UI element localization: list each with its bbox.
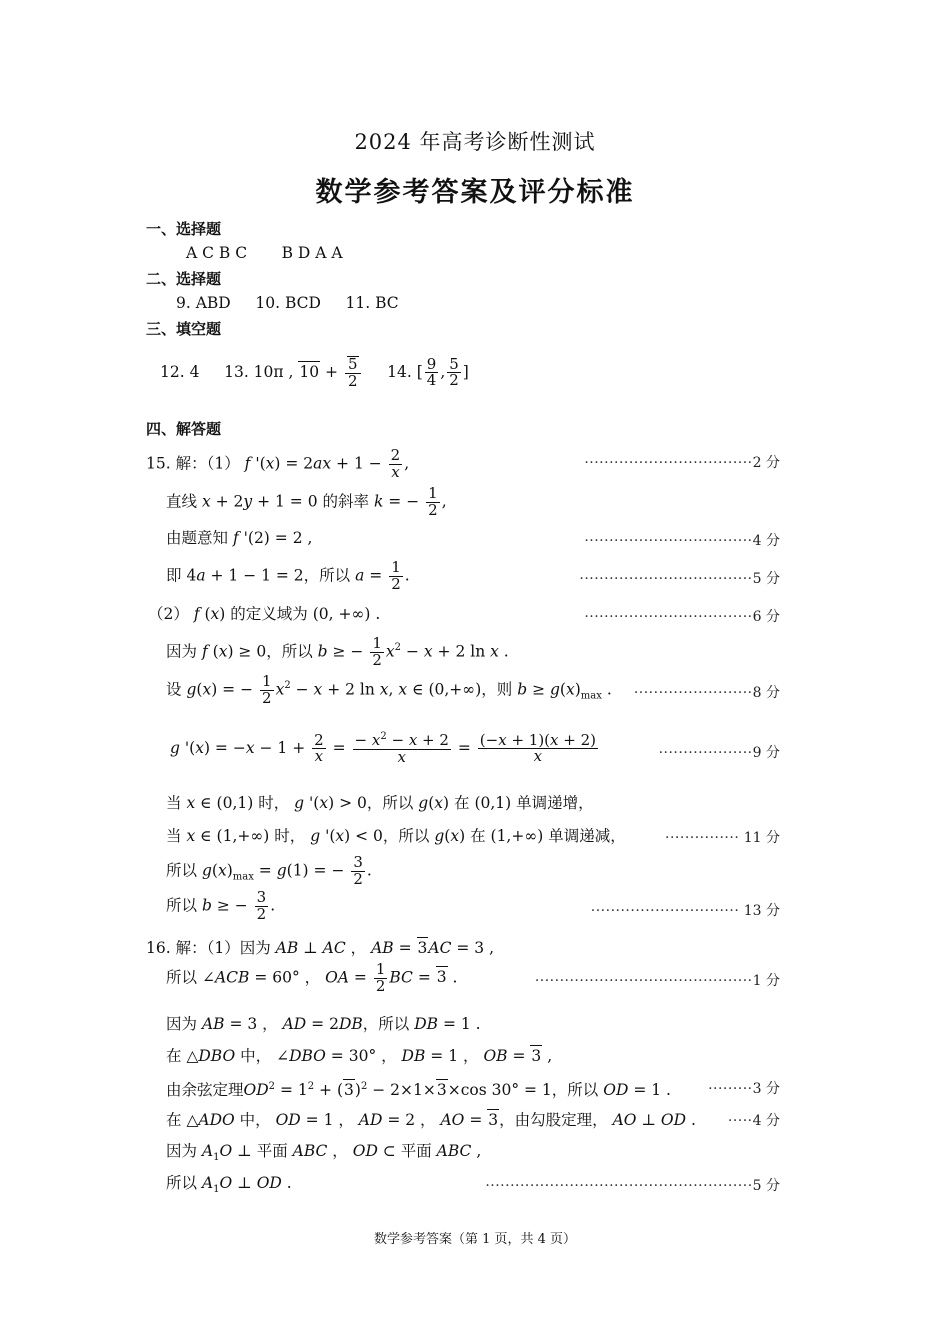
section-heading: 二、选择题 xyxy=(146,270,222,288)
q15-line: （2） f (x) 的定义域为 (0, +∞) . xyxy=(148,605,381,623)
q15-line: 当 x ∈ (0,1) 时， g '(x) > 0，所以 g(x) 在 (0,1) 单调递增， xyxy=(166,794,594,812)
q15-line: 所以 $g(x)_{max} = g(1)$ = − $\frac{3}{2}$ . xyxy=(166,853,372,888)
q15-line: 所以 b ≥ − $\frac{3}{2}$ . xyxy=(166,888,276,923)
q16-line: 所以 ∠ACB = 60° ， OA = $\frac{1}{2}$ BC = 3 . xyxy=(166,960,458,995)
score: ·····4 分 xyxy=(727,1113,780,1129)
score: ······························ 13 分 xyxy=(590,903,780,919)
score: ·········3 分 xyxy=(708,1081,780,1097)
q15-line: 当 x ∈ (1,+∞) 时， g '(x) < 0，所以 g(x) 在 (1,+∞) 单调递减， xyxy=(166,827,626,845)
q15-line: 因为 f (x) ≥ 0，所以 b ≥ − $\frac{1}{2}$ $x^2 - x + 2$ ln x . xyxy=(166,634,509,669)
score: ··············· 11 分 xyxy=(665,830,780,846)
q15-line: 15. 解：（1） f '(x) = 2ax + 1 − $\frac{2}{x}$ , xyxy=(146,446,410,481)
score: ············································1 分 xyxy=(534,973,780,989)
q15-line: 直线 x + 2y + 1 = 0 的斜率 k = − $\frac{1}{2}$ , xyxy=(166,484,447,519)
score: ······················································5 分 xyxy=(485,1178,780,1194)
q16-line: 所以 $A_1O$ ⊥ OD . xyxy=(166,1174,292,1196)
q15-line: 即 4a + 1 − 1 = 2，所以 a = $\frac{1}{2}$ . xyxy=(166,558,410,593)
page-title: 2024 年高考诊断性测试 xyxy=(354,130,596,154)
q15-line: 由题意知 f '(2) = 2 , xyxy=(166,529,313,547)
q16-line: 因为 $A_1O$ ⊥ 平面 ABC ， OD ⊂ 平面 ABC , xyxy=(166,1142,482,1164)
section-heading: 四、解答题 xyxy=(146,420,222,438)
score: ···································5 分 xyxy=(579,571,780,587)
q15-line: 设 g(x) = − $\frac{1}{2}$ $x^2 - x + 2$ ln x, x ∈ (0,+∞)，则 $b \ge g(x)_{max}$ . xyxy=(166,672,612,707)
answers-multi: 9. ABD 10. BCD 11. BC xyxy=(176,294,399,312)
section-heading: 一、选择题 xyxy=(146,220,222,238)
q16-line: 16. 解：（1）因为 AB ⊥ AC ， AB = 3AC = 3 , xyxy=(146,939,495,957)
page-footer: 数学参考答案（第 1 页，共 4 页） xyxy=(373,1232,577,1247)
section-heading: 三、填空题 xyxy=(146,320,222,338)
q16-line: 由余弦定理$OD^2 = 1^2 + (3)^2 - 2\times 1\times 3\times\cos$ 30° = 1，所以 OD = 1 . xyxy=(166,1081,671,1100)
q16-line: 因为 AB = 3 ， AD = 2DB，所以 DB = 1 . xyxy=(166,1015,481,1033)
q16-line: 在 △ADO 中， OD = 1 ， AD = 2 ， AO = 3，由勾股定理， AO ⊥ OD . xyxy=(166,1111,696,1129)
score: ··································4 分 xyxy=(584,533,780,549)
answers-fill: 12. 4 13. 10π , 10 + $\frac{5}{2}$ 14. [ $\frac{9}{4}$ , $\frac{5}{2}$ ] xyxy=(160,354,469,390)
score: ··································6 分 xyxy=(584,609,780,625)
q15-line: g '(x) = −x − 1 + $\frac{2}{x}$ = $\frac{- x^2 - x + 2}{x}$ = $\frac{(-x + 1)(x + 2)}{x}$ xyxy=(170,730,596,766)
score: ··································2 分 xyxy=(584,455,780,471)
answers-choice: A C B C B D A A xyxy=(186,244,343,262)
page-subtitle: 数学参考答案及评分标准 xyxy=(315,177,635,208)
score: ···················9 分 xyxy=(658,745,780,761)
q16-line: 在 △DBO 中， ∠DBO = 30° ， DB = 1 ， OB = 3 , xyxy=(166,1047,553,1065)
score: ························8 分 xyxy=(633,685,780,701)
